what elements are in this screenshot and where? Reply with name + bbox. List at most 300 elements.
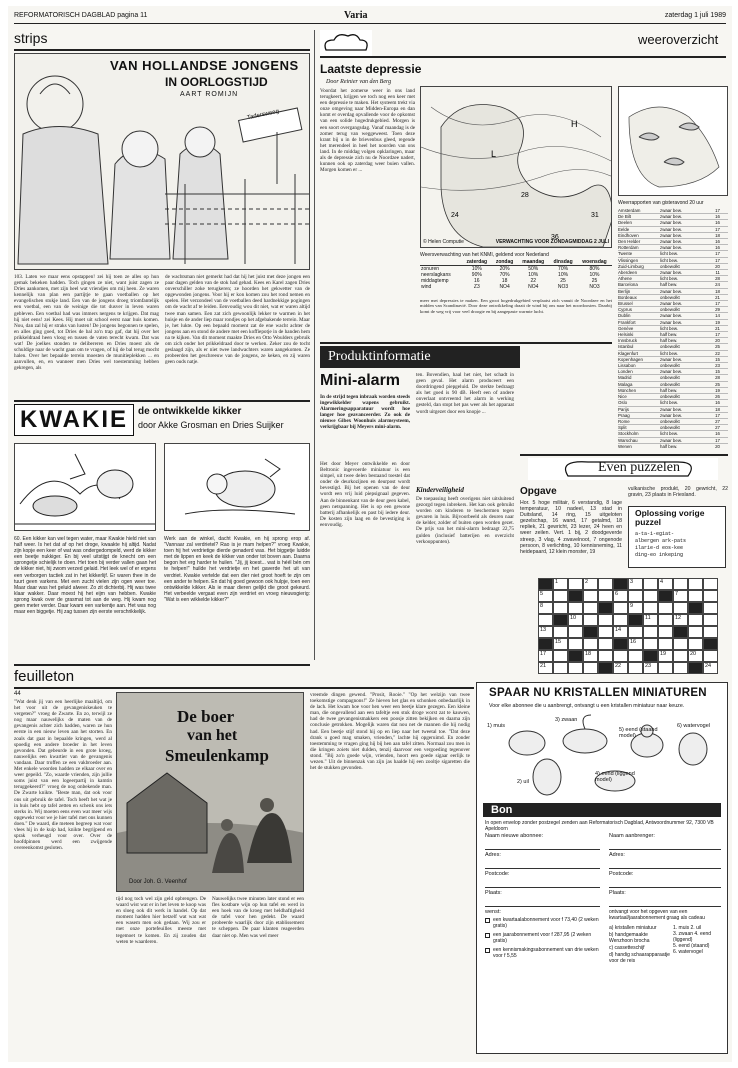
city-name: Nice [618, 394, 627, 400]
forecast-table [420, 259, 612, 290]
city-name: Rome [618, 418, 630, 424]
produkt-text-col2: ten. Bovendien, haal het niet, het schadt in geen geval. Het alarm produceert een doordringend piepgeluid. De sterkte bedraagt als het goed is 90 dB. Heeft een of andere onverlaat ontvreemd het alarm in werking gesteld, dan stopt het pas weer als het apparaat wordt uitgezet door een knopje ... [416, 372, 514, 415]
grid-block [613, 638, 628, 650]
svg-text:31: 31 [591, 212, 599, 219]
opgave-extra: vulkanische produkt, 20 gewricht, 22 gravin, 23 plaats in Friesland. [628, 486, 728, 499]
city-condition: zwaar bew. [660, 220, 682, 226]
grid-cell[interactable] [598, 614, 613, 626]
grid-cell[interactable] [643, 638, 658, 650]
city-temp: 26 [715, 394, 720, 400]
forecast-cell: 10% [558, 272, 569, 278]
grid-cell[interactable] [613, 662, 628, 674]
illustration-credit: Door Joh. G. Veenhof [129, 879, 187, 885]
forecast-header-cell: maandag [517, 259, 549, 266]
bon-field[interactable] [609, 869, 721, 888]
grid-cell[interactable] [688, 614, 703, 626]
produkt-text-col3: De toepassing heeft overigens niet uitsluitend gezorgd tegen inbrekers. Het kan ook gebruikt worden om kinderen te beschermen tegen gevaren in huis. Bijvoorbeeld als deuren naar de kelder, zolder of buiten open worden gezet. De prijs van het mini-alarm bedraagt 22,75 gulden (inclusief batterijen en overzicht verkooppunten). [416, 496, 514, 545]
city-temp: 15 [715, 356, 720, 362]
city-condition: zwaar bew. [660, 232, 682, 238]
grid-cell[interactable] [688, 626, 703, 638]
grid-cell[interactable] [598, 638, 613, 650]
forecast-cell: 20% [499, 266, 510, 272]
bon-field-label: Naam aanbrenger: [609, 833, 655, 839]
grid-cell[interactable] [598, 650, 613, 662]
city-temp: 25 [715, 381, 720, 387]
grid-cell[interactable] [598, 626, 613, 638]
map-credit: © Helen Computie [423, 239, 464, 245]
grid-cell[interactable] [553, 638, 568, 650]
oplossing-title: Oplossing vorige puzzel [635, 508, 705, 527]
comic-strip-panel [14, 53, 310, 270]
grid-cell[interactable] [703, 590, 718, 602]
bon-field[interactable] [485, 869, 600, 888]
small-map-svg [619, 87, 728, 196]
grid-cell[interactable] [703, 626, 718, 638]
grid-cell[interactable] [568, 578, 583, 590]
grid-cell[interactable] [583, 590, 598, 602]
ad-subtitle: Voor elke abonnee die u aanbrengt, ontvangt u een kristallen miniatuur naar keuze. [489, 703, 685, 709]
city-temp: 25 [715, 344, 720, 350]
grid-cell[interactable] [568, 638, 583, 650]
city-condition: zwaar bew. [660, 369, 682, 375]
city-condition: zwaar bew. [660, 239, 682, 245]
grid-number: 8 [540, 603, 544, 609]
grid-cell[interactable] [673, 650, 688, 662]
city-temp: 17 [715, 301, 720, 307]
grid-block [568, 590, 583, 602]
grid-cell[interactable] [628, 590, 643, 602]
grid-cell[interactable] [673, 602, 688, 614]
grid-cell[interactable] [583, 650, 598, 662]
grid-cell[interactable] [658, 602, 673, 614]
bon-field-label: Adres: [485, 852, 501, 858]
map-caption: VERWACHTING VOOR ZONDAGMIDDAG 2 JULI [495, 239, 609, 245]
grid-cell[interactable] [598, 590, 613, 602]
grid-cell[interactable] [568, 602, 583, 614]
grid-block [583, 626, 598, 638]
grid-number: 1 [555, 579, 559, 585]
weather-map [420, 86, 612, 248]
city-condition: licht bew. [660, 251, 679, 257]
kwakie-drawing-2 [165, 444, 310, 531]
produkt-subhead: Kinderveiligheid [416, 486, 464, 494]
forecast-cell: 10% [471, 266, 482, 272]
city-condition: licht bew. [660, 257, 679, 263]
bon-right-list [673, 925, 725, 955]
comic-title-line2: IN OORLOGSTIJD [165, 75, 268, 89]
bon-field[interactable] [609, 831, 721, 850]
city-name: Londen [618, 369, 633, 375]
grid-number: 24 [705, 663, 712, 669]
bon-field[interactable] [609, 888, 721, 907]
grid-cell[interactable] [658, 614, 673, 626]
city-condition: half bew. [660, 282, 678, 288]
forecast-cell: neerslagkans [421, 272, 451, 278]
grid-cell[interactable] [553, 650, 568, 662]
forecast-cell: NO4 [499, 284, 510, 290]
grid-cell[interactable] [628, 602, 643, 614]
forecast-cell: 16 [474, 278, 480, 284]
bon-field-label: Plaats: [609, 890, 626, 896]
city-condition: zwaar bew. [660, 301, 682, 307]
grid-number: 13 [540, 627, 547, 633]
grid-cell[interactable] [643, 590, 658, 602]
grid-cell[interactable] [658, 578, 673, 590]
kwakie-drawing-1 [15, 444, 156, 531]
bon-right-list-item: 1. muis 2. uil [673, 925, 702, 931]
grid-number: 9 [630, 603, 634, 609]
grid-cell[interactable] [643, 662, 658, 674]
grid-cell[interactable] [613, 614, 628, 626]
grid-cell[interactable] [553, 626, 568, 638]
produkt-text-col1: Het door Meyer ontwikkelde en door Beltronic ingevoerde miniatuur is een simpel, uit twee delen bestaand toestel dat onder de deurkozijnen en deurpost wordt bevestigd. Bij het openen van de deur wordt een vrij luid piepsignaal gegeven. Aan de binnenkant van de deur geen kabel, geen netspanning. Het is op een gewone batterij afhankelijk en past bij iedere deur. De kosten zijn laag en de bevestiging is eenvoudig. [320, 461, 410, 528]
feuilleton-text-col1: "Wat denk jij van een heerlijke maaltijd, om het voor uit de gevangeniskeuken te vergeten?" vroeg de Zwarte. En zo, terwijl ze nog maar nauwelijks de maten van de gevangenis achter zich hadden, waren ze hun eerste in een nieuw leven aan het storten. En zoals dat gaat in bepaalde kringen, werd al spoedig een andere broeder in het leven gevonden. Dat gebeurde in een grote kroeg, nauwelijks een kwartier van de gevangenis vandaan. Daar troffen ze een vakbroeder aan. Met enkele woorden hadden ze elkaar over en weer gepeild. "Zo, waarde vrienden, zijn jullie soms juist van een logeerpartij in kamtin teruggekeerd?" vroeg de nog onbekende man. De Zwarte knikte. "Beste man, dat ook voor ons uit gebruik de tafel. Toch heeft het wat je in huis hebt op tafel zetten en schenk ons iets sterks in. Wij moeten eens even wat meer wijs opgewekt voor we je hier tafel met ons kunnen doen." De waard, die meteen begreep wat voor vlees hij in de kuip had, knikte begrijpend en sprak verheugd voor over. Over de hoofdpinnen werd een zwijgende overeenkomst gesloten. [14, 699, 112, 852]
grid-cell[interactable] [628, 578, 643, 590]
city-temp: 16 [715, 400, 720, 406]
forecast-cell: 70% [499, 272, 510, 278]
oplossing-line: albergen ark-pats [635, 538, 687, 544]
grid-cell[interactable] [568, 626, 583, 638]
grid-cell[interactable] [703, 602, 718, 614]
ad-item-label: 6) watervogel [677, 723, 711, 729]
bon-fields-right [609, 831, 721, 907]
city-temp: 16 [715, 220, 720, 226]
city-condition: onbewolkt [660, 394, 680, 400]
bon-checkbox[interactable] [485, 933, 490, 938]
city-name: Eelde [618, 226, 630, 232]
ad-item-label: 5) eend (staand model) [619, 727, 658, 739]
bon-field[interactable] [485, 831, 600, 850]
city-condition: half bew. [660, 332, 678, 338]
grid-cell[interactable] [658, 650, 673, 662]
feuilleton-illustration [116, 692, 304, 892]
city-name: Split [618, 425, 627, 431]
grid-cell[interactable] [583, 662, 598, 674]
feuilleton-text-col3: Nauwelijks twee minuten later stond er een fles kostbare wijn op hun tafel en werd in een hoek van de kroeg met heldhaftigheid de tafel voor hen gedekt. De waard probeerde waarlijk door zijn etablissement te scheppen. De paar klanten reageerden daar niet op. Men was wel meer [212, 896, 304, 939]
grid-cell[interactable] [643, 578, 658, 590]
grid-number: 16 [630, 639, 637, 645]
grid-cell[interactable] [688, 650, 703, 662]
kwakie-text-col1: 60. Een kikker kan wel tegen water, maar Kwakie hield niet van half weer. Is het dat af op het droge, kwaakte hij altijd. Nadat zijn kopje een keer of wat was ondergedompeld, werd de kikker een beetje nukkiger. En bij veel uitstijgt de knecht om een sprongetje schielijk te doen. Het toen bij verder vallen gaan het de kikker niet, hij zwom verzed gelaid. Het leek wel of er ergens een verborgen tactiek zat in het kikkerlijf. Er waren thee in de tuurt geen varkens. Met een zucht vielen zijn ogen weer toe. Maar daar was het geluid alweer. Zo zit dichterbij. Hij was twee klaar wakker. Daar moest hij het eijm van hebben. Kwakie sprong kwak over de grasmat tot aan de weg. Hij kwam nog geen meter verder. Daar kwam een varkentje aan. Het was nog maar een biggetje. Hij zag tussen zijn eerste verschrikkelijk. [14, 536, 156, 616]
grid-cell[interactable] [703, 650, 718, 662]
feuilleton-text-col2: tijd nog toch wel zijn geld opbrengen. De waard wist wat er in het leven te koop was en sloeg ook dit werk in handel. Op dat moment hadden hier hetzelf wat wat wat een wasem men ook gedaan. Wij zou er met onze portefeuilles meeste met tegemoet te komen. En zij zouden dat weten te waarderen. [116, 896, 206, 945]
city-name: Amsterdam [618, 208, 641, 213]
depressie-text: Voordat het zomerse weer in ons land terugkeert, krijgen we toch nog een keer met een depressie te maken. Het systeem trekt via onze omgeving naar Midden-Europa en dan komt er overdag opvallende voor de opkomst van een solide hogedrukgebied. Morgen is een soort overgangsdag. Vanaf maandag is de zomer terug van weggeweest. Toen deze krant bij u in de brievenbus gleed, regende het merendeel in heel het noorden van ons land. In de middag volgen opklaringen, maar als de depressie zich nu de Noordzee nadert, kunnen ook op zaterdag weer buien vallen. Morgen komen er ... [320, 88, 415, 174]
grid-cell[interactable] [538, 626, 553, 638]
bon-options [485, 917, 603, 962]
grid-number: 15 [555, 639, 562, 645]
forecast-cell: NO3 [589, 284, 600, 290]
grid-cell[interactable] [673, 590, 688, 602]
grid-block [688, 662, 703, 674]
bon-field[interactable] [485, 888, 600, 907]
newspaper-page [8, 6, 732, 1062]
city-condition: half bew. [660, 387, 678, 393]
city-temp: 17 [715, 257, 720, 263]
city-name: Vlissingen [618, 257, 639, 263]
grid-cell[interactable] [628, 638, 643, 650]
grid-cell[interactable] [658, 638, 673, 650]
weather-section-title: weeroverzicht [638, 32, 719, 47]
forecast-cell: 50% [528, 266, 539, 272]
city-name: Zuid-Limburg [618, 263, 644, 269]
forecast-side-text: meer met depressies te maken. Een groot hogedrukgebied verplaatst zich vanuit de Noordzee en het midden van Scandinavië. Door deze ontwikkeling draait de wind bij ons naar het noordoosten. Daarbij komt de weg vrij voor veel droogte en bij aangepaste warmte lucht. [420, 298, 612, 314]
city-name: Lissabon [618, 363, 636, 369]
city-name: Istanbul [618, 344, 634, 350]
city-temp: 16 [715, 214, 720, 220]
forecast-header-cell: zondag [492, 259, 518, 266]
city-name: Cyprus [618, 307, 632, 313]
svg-text:L: L [491, 149, 497, 159]
kwakie-logo: KWAKIE [14, 404, 134, 436]
grid-number: 6 [615, 591, 619, 597]
city-temp: 19 [715, 387, 720, 393]
grid-cell[interactable] [598, 578, 613, 590]
grid-block [568, 650, 583, 662]
grid-number: 14 [615, 627, 622, 633]
bon-right-options [609, 925, 671, 965]
grid-cell[interactable] [583, 602, 598, 614]
grid-number: 12 [675, 615, 682, 621]
grid-cell[interactable] [538, 650, 553, 662]
city-temp: 20 [715, 263, 720, 269]
grid-cell[interactable] [673, 578, 688, 590]
grid-block [703, 638, 718, 650]
bon-option[interactable] [485, 917, 603, 929]
forecast-cell: 70% [558, 266, 569, 272]
city-condition: zwaar bew. [660, 288, 682, 294]
city-name: Innsbruck [618, 338, 638, 344]
bon-option-label: een kwartaalabonnement voor f 73,40 (2 weken gratis) [493, 917, 599, 929]
city-name: Athene [618, 276, 632, 282]
cities-header: Weerrapporten van gisteravond 20 uur [618, 200, 704, 206]
city-temp: 18 [715, 406, 720, 412]
grid-block [598, 662, 613, 674]
forecast-cell: wind [421, 284, 432, 290]
city-row [618, 444, 728, 448]
bon-field-label: Naam nieuwe abonnee: [485, 833, 544, 839]
grid-cell[interactable] [658, 626, 673, 638]
city-temp: 20 [715, 443, 720, 448]
grid-cell[interactable] [538, 590, 553, 602]
grid-cell[interactable] [628, 650, 643, 662]
grid-cell[interactable] [568, 614, 583, 626]
city-name: Helsinki [618, 332, 634, 338]
grid-block [538, 638, 553, 650]
grid-cell[interactable] [613, 650, 628, 662]
grid-cell[interactable] [583, 614, 598, 626]
kristallen-ad [476, 682, 728, 1054]
bon-field[interactable] [485, 850, 600, 869]
city-condition: half bew. [660, 443, 678, 448]
grid-cell[interactable] [643, 626, 658, 638]
grid-cell[interactable] [538, 614, 553, 626]
city-condition: onbewolkt [660, 344, 680, 350]
forecast-cell: NO4 [528, 284, 539, 290]
city-temp: 21 [715, 325, 720, 331]
city-condition: licht bew. [660, 431, 679, 437]
city-name: Frankfort [618, 319, 636, 325]
forecast-cell: 90% [471, 272, 482, 278]
ad-item-label: 2) uil [517, 779, 529, 785]
city-condition: zwaar bew. [660, 270, 682, 276]
comic-signpost: Tadersweeg [246, 108, 280, 122]
grid-cell[interactable] [643, 614, 658, 626]
city-condition: zwaar bew. [660, 437, 682, 443]
grid-number: 23 [645, 663, 652, 669]
city-temp: 16 [715, 239, 720, 245]
strips-section-title: strips [14, 30, 48, 46]
city-condition: onbewolkt [660, 418, 680, 424]
bon-field-label: Postcode: [485, 871, 510, 877]
forecast-cell: zonuren [421, 266, 440, 272]
city-temp: 17 [715, 208, 720, 213]
book-title-line3: Smeulenkamp [165, 746, 269, 765]
city-name: Wenen [618, 443, 632, 448]
city-name: Dublin [618, 313, 631, 319]
depressie-author: Door Reinier van den Berg [326, 79, 392, 85]
city-name: Brussel [618, 301, 633, 307]
cloud-icon [320, 30, 372, 56]
city-condition: onbewolkt [660, 375, 680, 381]
bon-option-label: een jaarabonnement voor f 287,95 (2 weken gratis) [493, 932, 592, 944]
city-temp: 20 [715, 338, 720, 344]
city-name: Parijs [618, 406, 629, 412]
bon-checkbox[interactable] [485, 948, 490, 953]
grid-number: 7 [675, 591, 679, 597]
comic-title-line1: VAN HOLLANDSE JONGENS [110, 58, 299, 73]
bon-right-option: c) cassetteschijf [609, 945, 645, 951]
grid-cell[interactable] [553, 590, 568, 602]
city-temp: 17 [715, 332, 720, 338]
grid-cell[interactable] [688, 590, 703, 602]
grid-cell[interactable] [673, 638, 688, 650]
grid-cell[interactable] [688, 578, 703, 590]
city-condition: zwaar bew. [660, 245, 682, 251]
grid-cell[interactable] [613, 590, 628, 602]
bon-field[interactable] [609, 850, 721, 869]
produkt-title: Mini-alarm [320, 372, 401, 389]
city-temp: 27 [715, 418, 720, 424]
header-left: REFORMATORISCH DAGBLAD pagina 11 [14, 12, 148, 19]
bon-right-note: ontvangt voor het opgeven van een kwartaal/jaarabonnement graag als cadeau [609, 909, 705, 921]
grid-cell[interactable] [658, 662, 673, 674]
grid-number: 2 [585, 579, 589, 585]
grid-block [613, 578, 628, 590]
grid-cell[interactable] [703, 662, 718, 674]
city-temp: 15 [715, 369, 720, 375]
bon-field-label: Plaats: [485, 890, 502, 896]
comic-author: AART ROMIJN [180, 91, 239, 98]
svg-text:28: 28 [521, 192, 529, 199]
cities-table [618, 208, 728, 448]
grid-cell[interactable] [553, 578, 568, 590]
forecast-cell: NO3 [557, 284, 569, 290]
bon-fields-left [485, 831, 600, 907]
city-temp: 22 [715, 350, 720, 356]
grid-cell[interactable] [673, 662, 688, 674]
grid-cell[interactable] [553, 662, 568, 674]
oplossing-line: a-ta-i-egiat- [635, 531, 675, 537]
grid-block [673, 626, 688, 638]
grid-number: 17 [540, 651, 547, 657]
city-temp: 28 [715, 276, 720, 282]
city-name: Madrid [618, 375, 632, 381]
grid-cell[interactable] [583, 638, 598, 650]
kwakie-text-col2: Werk aan de winkel, dacht Kwakie, en hij sprong erop af. "Vannaar zal verdrietel? Rao is je mam helpen?" vroeg Kwakie, toen hij het verdrietige dierde genaderd was. Het biggetje luidde met de lippen en keek de kikker van onder tot boven aan. Daarna begon het erg harder te huilen. "Jij, jij koest... wat is héél bén om te helpen!" huilde het verdrietje en het gaverde het uit van verdriet. Kwakie vertelde dat een dier niet groot hoeft te zijn om een ander te helpen. En dat hij goed gewoon ook hulpje, toen een ontwikkelde kikker. Als ie maar dieren gelijkt die groot gekeurd. Het verbeelde vergaat even zijn verdriet en vroeg nieuwsgierig: "Wat is een wikkelde kikker?" [164, 536, 310, 603]
forecast-cell: 25 [560, 278, 566, 284]
city-temp: 14 [715, 313, 720, 319]
ad-item-label: 1) muis [487, 723, 506, 729]
bon-right-option: b) handgemaakte Wenzhoon brocha [609, 932, 650, 944]
grid-cell[interactable] [703, 614, 718, 626]
bon-subtitle: In open envelop zonder postzegel zenden aan Reformatorisch Dagblad, Antwoordnummer 92, 7300 VB Apeldoorn [485, 820, 714, 832]
svg-text:H: H [571, 119, 578, 129]
city-condition: onbewolkt [660, 294, 680, 300]
opgave-text: Hor. 5 hoge militair, 6 verstandig, 8 lage temperatuur, 10 nadeel, 13 stad in Duitsland, 14 ring, 15 uitgeloten gezelschap, 16 wand, 17 getalmd, 18 repliek, 21 gewricht, 23 lezer, 24 heen en weer zeilen. Vert. 1 bij, 2 doodgeverde streep, 3 vlag, 4 zwavelnoot, 7 ongenode persoon, 8 verlichting, 10 kennisneming, 11 heidepaard, 12 klein monster, 19 [520, 500, 622, 555]
forecast-cell: 25 [591, 278, 598, 284]
bon-field-label: Postcode: [609, 871, 634, 877]
city-name: Deelen [618, 220, 632, 226]
city-name: Kopenhagen [618, 356, 643, 362]
city-temp: 18 [715, 232, 720, 238]
bon-option[interactable] [485, 947, 603, 959]
city-condition: zwaar bew. [660, 412, 682, 418]
cloud-icon-svg [320, 30, 372, 56]
bon-checkbox[interactable] [485, 918, 490, 923]
grid-cell[interactable] [583, 578, 598, 590]
ad-title: SPAAR NU KRISTALLEN MINIATUREN [489, 687, 707, 699]
grid-cell[interactable] [628, 626, 643, 638]
city-temp: 17 [715, 437, 720, 443]
bon-option[interactable] [485, 932, 603, 944]
kwakie-panel-1 [14, 443, 156, 531]
ad-item-label: 3) zwaan [555, 717, 578, 723]
forecast-header-cell: dinsdag [549, 259, 577, 266]
svg-text:24: 24 [451, 212, 459, 219]
forecast-header-cell: zaterdag [462, 259, 492, 266]
grid-cell[interactable] [613, 626, 628, 638]
city-condition: onbewolkt [660, 307, 680, 313]
grid-number: 3 [630, 579, 634, 585]
city-name: Eindhoven [618, 232, 639, 238]
bon-field-label: Adres: [609, 852, 625, 858]
grid-cell[interactable] [703, 578, 718, 590]
grid-cell[interactable] [568, 662, 583, 674]
grid-cell[interactable] [688, 638, 703, 650]
grid-cell[interactable] [613, 602, 628, 614]
grid-block [598, 602, 613, 614]
puzzel-section-title: Even puzzelen [598, 460, 681, 475]
city-temp: 11 [715, 270, 720, 276]
grid-cell[interactable] [643, 602, 658, 614]
puzzel-banner [528, 458, 718, 480]
grid-cell[interactable] [553, 602, 568, 614]
city-temp: 18 [715, 288, 720, 294]
city-name: Aberdeen [618, 270, 638, 276]
city-name: Oslo [618, 400, 628, 406]
city-name: Stockholm [618, 431, 639, 437]
book-title-line1: De boer [177, 707, 235, 726]
grid-cell[interactable] [673, 614, 688, 626]
grid-number: 19 [660, 651, 667, 657]
oplossing-line: ilarie-d eos-kee [635, 545, 684, 551]
grid-number: 11 [645, 615, 651, 621]
grid-cell[interactable] [628, 662, 643, 674]
grid-cell[interactable] [538, 662, 553, 674]
grid-block [688, 602, 703, 614]
grid-cell[interactable] [538, 602, 553, 614]
